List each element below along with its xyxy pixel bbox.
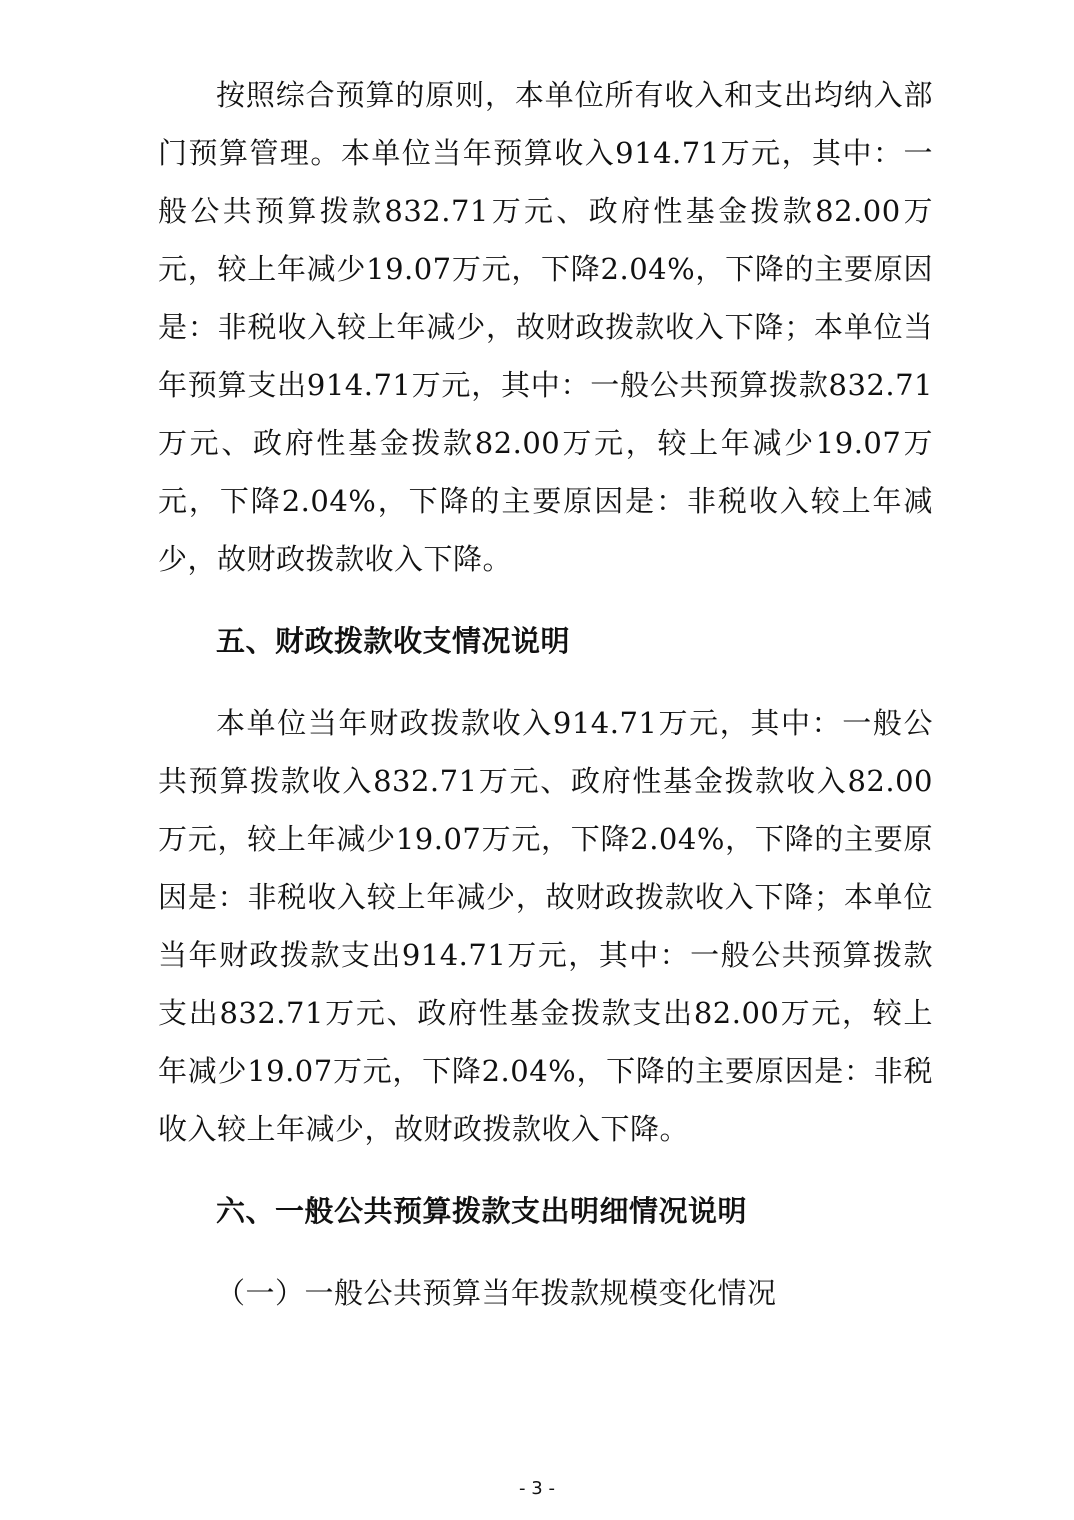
budget-overview-paragraph: 按照综合预算的原则，本单位所有收入和支出均纳入部门预算管理。本单位当年预算收入914.71万元，其中：一般公共预算拨款832.71万元、政府性基金拨款82.00万元，较上年减少19.07万元，下降2.04%，下降的主要原因是：非税收入较上年减少，故财政拨款收入下降；本单位当年预算支出914.71万元，其中：一般公共预算拨款832.71万元、政府性基金拨款82.00万元，较上年减少19.07万元，下降2.04%，下降的主要原因是：非税收入较上年减少，故财政拨款收入下降。 [158,78,933,576]
section-5-heading: 五、财政拨款收支情况说明 [216,624,571,658]
section-6-heading: 六、一般公共预算拨款支出明细情况说明 [216,1194,748,1228]
section-6-subheading: （一）一般公共预算当年拨款规模变化情况 [216,1276,777,1310]
page-number: - 3 - [519,1478,555,1499]
section-5-paragraph: 本单位当年财政拨款收入914.71万元，其中：一般公共预算拨款收入832.71万元、政府性基金拨款收入82.00万元，较上年减少19.07万元，下降2.04%，下降的主要原因是：非税收入较上年减少，故财政拨款收入下降；本单位当年财政拨款支出914.71万元，其中：一般公共预算拨款支出832.71万元、政府性基金拨款支出82.00万元，较上年减少19.07万元，下降2.04%，下降的主要原因是：非税收入较上年减少，故财政拨款收入下降。 [158,706,933,1146]
